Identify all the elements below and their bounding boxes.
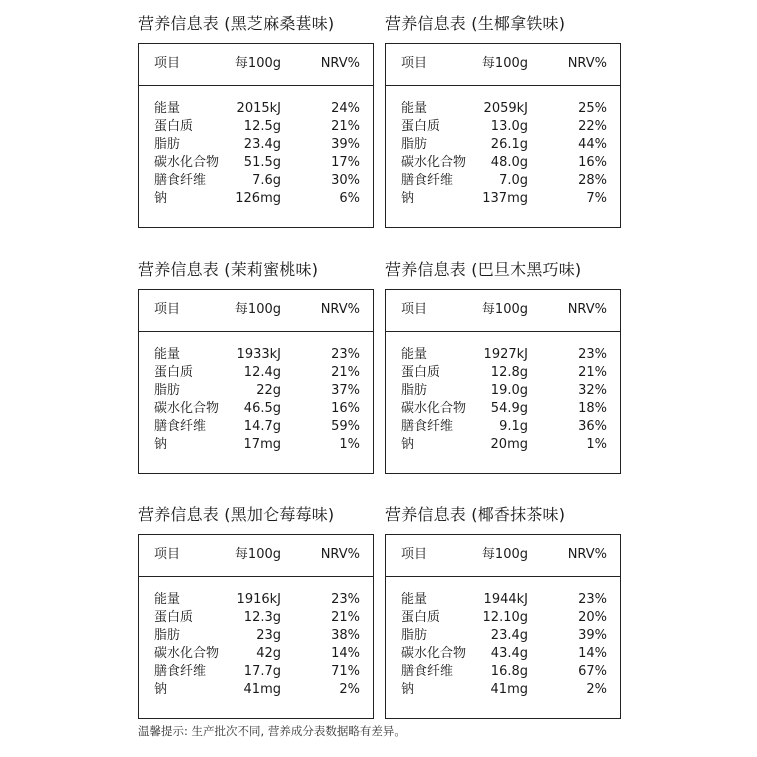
header-divider — [386, 85, 620, 86]
header-per100g: 每100g — [481, 302, 528, 317]
nutrient-amount: 23.4g — [490, 628, 528, 643]
nutrient-amount: 48.0g — [490, 155, 528, 170]
nutrient-amount: 9.1g — [499, 419, 528, 434]
nutrient-nrv: 16% — [578, 155, 607, 170]
panel-title: 营养信息表 (椰香抹茶味) — [385, 505, 566, 524]
nutrient-name: 脂肪 — [154, 628, 181, 643]
header-divider — [386, 331, 620, 332]
nutrient-nrv: 23% — [578, 592, 607, 607]
nutrient-name: 蛋白质 — [154, 610, 194, 625]
nutrient-nrv: 23% — [331, 347, 360, 362]
nutrient-amount: 137mg — [482, 191, 528, 206]
header-divider — [139, 331, 373, 332]
nutrient-name: 碳水化合物 — [401, 155, 467, 170]
nutrient-name: 膳食纤维 — [401, 664, 454, 679]
nutrient-name: 脂肪 — [401, 137, 428, 152]
header-per100g: 每100g — [481, 547, 528, 562]
nutrient-amount: 12.3g — [243, 610, 281, 625]
nutrient-name: 能量 — [401, 592, 428, 607]
nutrition-table — [138, 289, 374, 474]
nutrient-amount: 1927kJ — [483, 347, 528, 362]
nutrient-nrv: 14% — [578, 646, 607, 661]
nutrient-amount: 2059kJ — [483, 101, 528, 116]
nutrient-nrv: 32% — [578, 383, 607, 398]
nutrient-amount: 19.0g — [490, 383, 528, 398]
nutrient-name: 膳食纤维 — [154, 173, 207, 188]
panel-title: 营养信息表 (黑芝麻桑葚味) — [138, 14, 335, 33]
header-per100g: 每100g — [481, 56, 528, 71]
nutrient-name: 钠 — [401, 682, 415, 697]
header-item: 项目 — [401, 547, 428, 562]
nutrient-nrv: 21% — [331, 119, 360, 134]
nutrition-table — [138, 43, 374, 228]
nutrient-amount: 16.8g — [490, 664, 528, 679]
nutrient-nrv: 1% — [339, 437, 360, 452]
nutrient-name: 能量 — [154, 347, 181, 362]
header-item: 项目 — [154, 547, 181, 562]
nutrient-name: 蛋白质 — [401, 610, 441, 625]
nutrient-nrv: 37% — [331, 383, 360, 398]
nutrient-amount: 17.7g — [243, 664, 281, 679]
nutrient-name: 脂肪 — [401, 628, 428, 643]
nutrient-amount: 1933kJ — [236, 347, 281, 362]
nutrient-nrv: 14% — [331, 646, 360, 661]
nutrient-name: 钠 — [401, 191, 415, 206]
nutrient-nrv: 1% — [586, 437, 607, 452]
nutrient-name: 碳水化合物 — [401, 401, 467, 416]
nutrient-amount: 23.4g — [243, 137, 281, 152]
header-nrv: NRV% — [320, 302, 360, 317]
header-item: 项目 — [401, 302, 428, 317]
nutrient-amount: 23g — [256, 628, 281, 643]
nutrition-table — [385, 43, 621, 228]
nutrient-nrv: 71% — [331, 664, 360, 679]
panel-title: 营养信息表 (黑加仑莓莓味) — [138, 505, 335, 524]
header-per100g: 每100g — [234, 547, 281, 562]
nutrient-nrv: 67% — [578, 664, 607, 679]
nutrient-amount: 12.4g — [243, 365, 281, 380]
nutrient-name: 能量 — [154, 101, 181, 116]
nutrient-name: 钠 — [154, 191, 168, 206]
panel-title: 营养信息表 (茉莉蜜桃味) — [138, 260, 319, 279]
nutrient-name: 碳水化合物 — [154, 155, 220, 170]
nutrient-name: 蛋白质 — [154, 119, 194, 134]
nutrient-amount: 7.6g — [252, 173, 281, 188]
nutrient-nrv: 2% — [586, 682, 607, 697]
nutrient-amount: 43.4g — [490, 646, 528, 661]
nutrient-amount: 7.0g — [499, 173, 528, 188]
nutrient-nrv: 25% — [578, 101, 607, 116]
nutrient-nrv: 23% — [578, 347, 607, 362]
header-nrv: NRV% — [567, 56, 607, 71]
nutrient-amount: 126mg — [235, 191, 281, 206]
nutrient-amount: 12.10g — [482, 610, 528, 625]
nutrient-amount: 41mg — [243, 682, 281, 697]
nutrient-nrv: 30% — [331, 173, 360, 188]
nutrient-amount: 13.0g — [490, 119, 528, 134]
nutrient-nrv: 44% — [578, 137, 607, 152]
panel-title: 营养信息表 (生椰拿铁味) — [385, 14, 566, 33]
nutrient-nrv: 38% — [331, 628, 360, 643]
nutrient-amount: 26.1g — [490, 137, 528, 152]
header-nrv: NRV% — [320, 547, 360, 562]
nutrient-name: 蛋白质 — [401, 119, 441, 134]
panel-title: 营养信息表 (巴旦木黑巧味) — [385, 260, 582, 279]
nutrient-nrv: 21% — [331, 610, 360, 625]
nutrient-name: 钠 — [401, 437, 415, 452]
nutrient-name: 脂肪 — [154, 383, 181, 398]
nutrient-name: 钠 — [154, 437, 168, 452]
nutrient-nrv: 20% — [578, 610, 607, 625]
nutrient-name: 脂肪 — [154, 137, 181, 152]
header-per100g: 每100g — [234, 56, 281, 71]
nutrient-amount: 51.5g — [243, 155, 281, 170]
nutrient-name: 膳食纤维 — [154, 664, 207, 679]
nutrient-name: 能量 — [401, 347, 428, 362]
nutrient-nrv: 2% — [339, 682, 360, 697]
nutrient-nrv: 16% — [331, 401, 360, 416]
nutrient-name: 膳食纤维 — [401, 419, 454, 434]
header-divider — [386, 576, 620, 577]
nutrition-table — [385, 534, 621, 719]
nutrient-nrv: 36% — [578, 419, 607, 434]
nutrient-name: 钠 — [154, 682, 168, 697]
nutrient-nrv: 21% — [331, 365, 360, 380]
nutrient-amount: 22g — [256, 383, 281, 398]
footnote: 温馨提示: 生产批次不同, 营养成分表数据略有差异。 — [138, 724, 406, 738]
nutrient-nrv: 18% — [578, 401, 607, 416]
header-divider — [139, 85, 373, 86]
header-item: 项目 — [401, 56, 428, 71]
nutrient-nrv: 39% — [331, 137, 360, 152]
nutrient-amount: 14.7g — [243, 419, 281, 434]
nutrient-amount: 46.5g — [243, 401, 281, 416]
nutrient-nrv: 23% — [331, 592, 360, 607]
nutrient-amount: 1916kJ — [236, 592, 281, 607]
nutrient-amount: 42g — [256, 646, 281, 661]
nutrient-name: 碳水化合物 — [401, 646, 467, 661]
nutrition-table — [385, 289, 621, 474]
nutrient-name: 膳食纤维 — [401, 173, 454, 188]
nutrient-amount: 20mg — [490, 437, 528, 452]
nutrient-name: 碳水化合物 — [154, 646, 220, 661]
header-nrv: NRV% — [320, 56, 360, 71]
nutrient-amount: 17mg — [243, 437, 281, 452]
nutrient-nrv: 28% — [578, 173, 607, 188]
nutrient-name: 蛋白质 — [401, 365, 441, 380]
header-item: 项目 — [154, 56, 181, 71]
header-divider — [139, 576, 373, 577]
nutrient-name: 能量 — [401, 101, 428, 116]
nutrient-amount: 2015kJ — [236, 101, 281, 116]
nutrition-table — [138, 534, 374, 719]
nutrient-amount: 1944kJ — [483, 592, 528, 607]
nutrient-amount: 12.8g — [490, 365, 528, 380]
nutrient-amount: 54.9g — [490, 401, 528, 416]
header-nrv: NRV% — [567, 547, 607, 562]
nutrient-nrv: 7% — [586, 191, 607, 206]
nutrient-nrv: 6% — [339, 191, 360, 206]
header-nrv: NRV% — [567, 302, 607, 317]
nutrient-nrv: 17% — [331, 155, 360, 170]
nutrient-name: 膳食纤维 — [154, 419, 207, 434]
nutrient-nrv: 22% — [578, 119, 607, 134]
nutrient-nrv: 21% — [578, 365, 607, 380]
header-per100g: 每100g — [234, 302, 281, 317]
nutrient-nrv: 24% — [331, 101, 360, 116]
header-item: 项目 — [154, 302, 181, 317]
nutrient-nrv: 39% — [578, 628, 607, 643]
nutrient-name: 蛋白质 — [154, 365, 194, 380]
nutrient-name: 碳水化合物 — [154, 401, 220, 416]
nutrient-nrv: 59% — [331, 419, 360, 434]
nutrient-amount: 12.5g — [243, 119, 281, 134]
nutrient-amount: 41mg — [490, 682, 528, 697]
nutrient-name: 能量 — [154, 592, 181, 607]
nutrient-name: 脂肪 — [401, 383, 428, 398]
